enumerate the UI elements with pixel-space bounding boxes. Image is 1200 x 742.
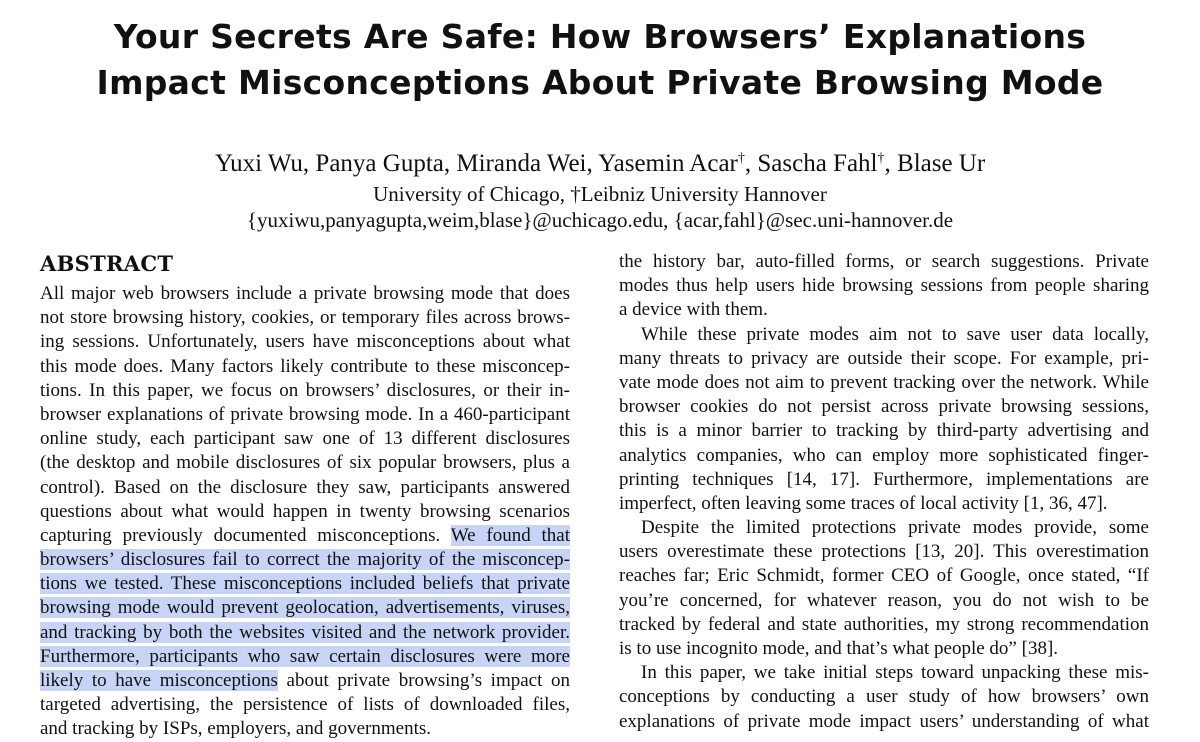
abstract-line: (the desktop and mobile disclosures of six popular browsers, plus a bbox=[40, 452, 570, 474]
highlighted-text: tions we tested. These misconceptions included beliefs that private bbox=[40, 573, 570, 595]
author-list bbox=[0, 148, 1200, 180]
body-line: this is a minor barrier to tracking by third-party advertising and bbox=[619, 420, 1149, 442]
title-line-1: Your Secrets Are Safe: How Browsers’ Explanations bbox=[113, 17, 1087, 56]
abstract-line: this mode does. Many factors likely contribute to these misconcep- bbox=[40, 355, 570, 377]
body-line: reaches far; Eric Schmidt, former CEO of Google, once stated, “If bbox=[619, 565, 1149, 587]
abstract-line: targeted advertising, the persistence of lists of downloaded files, bbox=[40, 694, 570, 716]
body-line: tracked by federal and state authorities, my strong recommendation bbox=[619, 613, 1149, 635]
body-line: modes thus help users hide browsing sessions from people sharing bbox=[619, 275, 1149, 297]
abstract-line bbox=[40, 621, 570, 645]
dagger-acar: † bbox=[737, 151, 745, 166]
authors-part-2: , Sascha Fahl bbox=[744, 150, 878, 177]
abstract-line bbox=[40, 645, 570, 669]
body-line: a device with them. bbox=[619, 299, 768, 321]
title-line-2: Impact Misconceptions About Private Browsing Mode bbox=[96, 63, 1104, 102]
authors-part-3: , Blase Ur bbox=[884, 150, 986, 177]
paper-title bbox=[0, 14, 1200, 106]
abstract-line bbox=[40, 572, 570, 596]
abstract-text: capturing previously documented misconceptions. bbox=[40, 524, 451, 546]
body-line: analytics companies, who can employ more sophisticated finger- bbox=[619, 444, 1149, 466]
author-emails: {yuxiwu,panyagupta,weim,blase}@uchicago.edu, {acar,fahl}@sec.uni-hannover.de bbox=[246, 208, 954, 232]
dagger-fahl: † bbox=[877, 151, 885, 166]
body-line: In this paper, we take initial steps toward unpacking these mis- bbox=[641, 662, 1149, 684]
abstract-line bbox=[40, 548, 570, 572]
abstract-line: questions about what would happen in twenty browsing scenarios bbox=[40, 500, 570, 522]
abstract-line: All major web browsers include a private browsing mode that does bbox=[40, 283, 570, 304]
affiliation: University of Chicago, †Leibniz University Hannover bbox=[373, 182, 827, 206]
abstract-line: browser explanations of private browsing mode. In a 460-participant bbox=[40, 403, 570, 425]
body-line: the history bar, auto-filled forms, or search suggestions. Private bbox=[619, 251, 1149, 272]
body-line: Despite the limited protections private modes provide, some bbox=[641, 517, 1149, 539]
abstract-line: and tracking by ISPs, employers, and governments. bbox=[40, 718, 432, 740]
abstract-line: not store browsing history, cookies, or temporary files across brows- bbox=[40, 307, 570, 329]
body-line: While these private modes aim not to save user data locally, bbox=[641, 323, 1149, 345]
body-line: browser cookies do not persist across private browsing sessions, bbox=[619, 396, 1149, 418]
abstract-line bbox=[40, 524, 570, 548]
abstract-line: control). Based on the disclosure they saw, participants answered bbox=[40, 476, 570, 498]
body-line: conceptions by conducting a user study of how browsers’ own bbox=[619, 686, 1149, 708]
body-line: many threats to privacy are outside their scope. For example, pri- bbox=[619, 347, 1149, 369]
abstract-column bbox=[40, 250, 570, 742]
highlighted-text: and tracking by both the websites visited and the network provider. bbox=[40, 621, 570, 643]
highlighted-text: Furthermore, participants who saw certain disclosures were more bbox=[40, 645, 570, 667]
intro-column bbox=[619, 250, 1149, 734]
body-line: imperfect, often leaving some traces of local activity [1, 36, 47]. bbox=[619, 492, 1108, 514]
abstract-text: about private browsing’s impact on bbox=[277, 670, 570, 691]
body-line: users overestimate these protections [13, 20]. This overestimation bbox=[619, 541, 1149, 563]
body-line: vate mode does not aim to prevent tracking over the network. While bbox=[619, 371, 1149, 393]
highlighted-text: likely to have misconceptions bbox=[40, 670, 278, 691]
highlighted-text: browsers’ disclosures fail to correct the majority of the misconcep- bbox=[40, 549, 570, 571]
authors-part-1: Yuxi Wu, Panya Gupta, Miranda Wei, Yasemin Acar bbox=[214, 150, 738, 177]
abstract-line: tions. In this paper, we focus on browsers’ disclosures, or their in- bbox=[40, 379, 570, 401]
abstract-line: ing sessions. Unfortunately, users have misconceptions about what bbox=[40, 331, 570, 353]
highlighted-text: We found that bbox=[450, 524, 570, 546]
abstract-line: online study, each participant saw one of 13 different disclosures bbox=[40, 428, 570, 450]
body-line: explanations of private mode impact users’ understanding of what bbox=[619, 710, 1149, 732]
abstract-line bbox=[40, 596, 570, 620]
body-line: is to use incognito mode, and that’s what people do” [38]. bbox=[619, 638, 1059, 659]
body-line: you’re concerned, for whatever reason, you do not wish to be bbox=[619, 589, 1149, 611]
body-line: printing techniques [14, 17]. Furthermore, implementations are bbox=[619, 468, 1149, 490]
highlighted-text: browsing mode would prevent geolocation, advertisements, viruses, bbox=[40, 597, 570, 619]
abstract-heading: ABSTRACT bbox=[40, 251, 174, 276]
abstract-line bbox=[40, 669, 570, 693]
